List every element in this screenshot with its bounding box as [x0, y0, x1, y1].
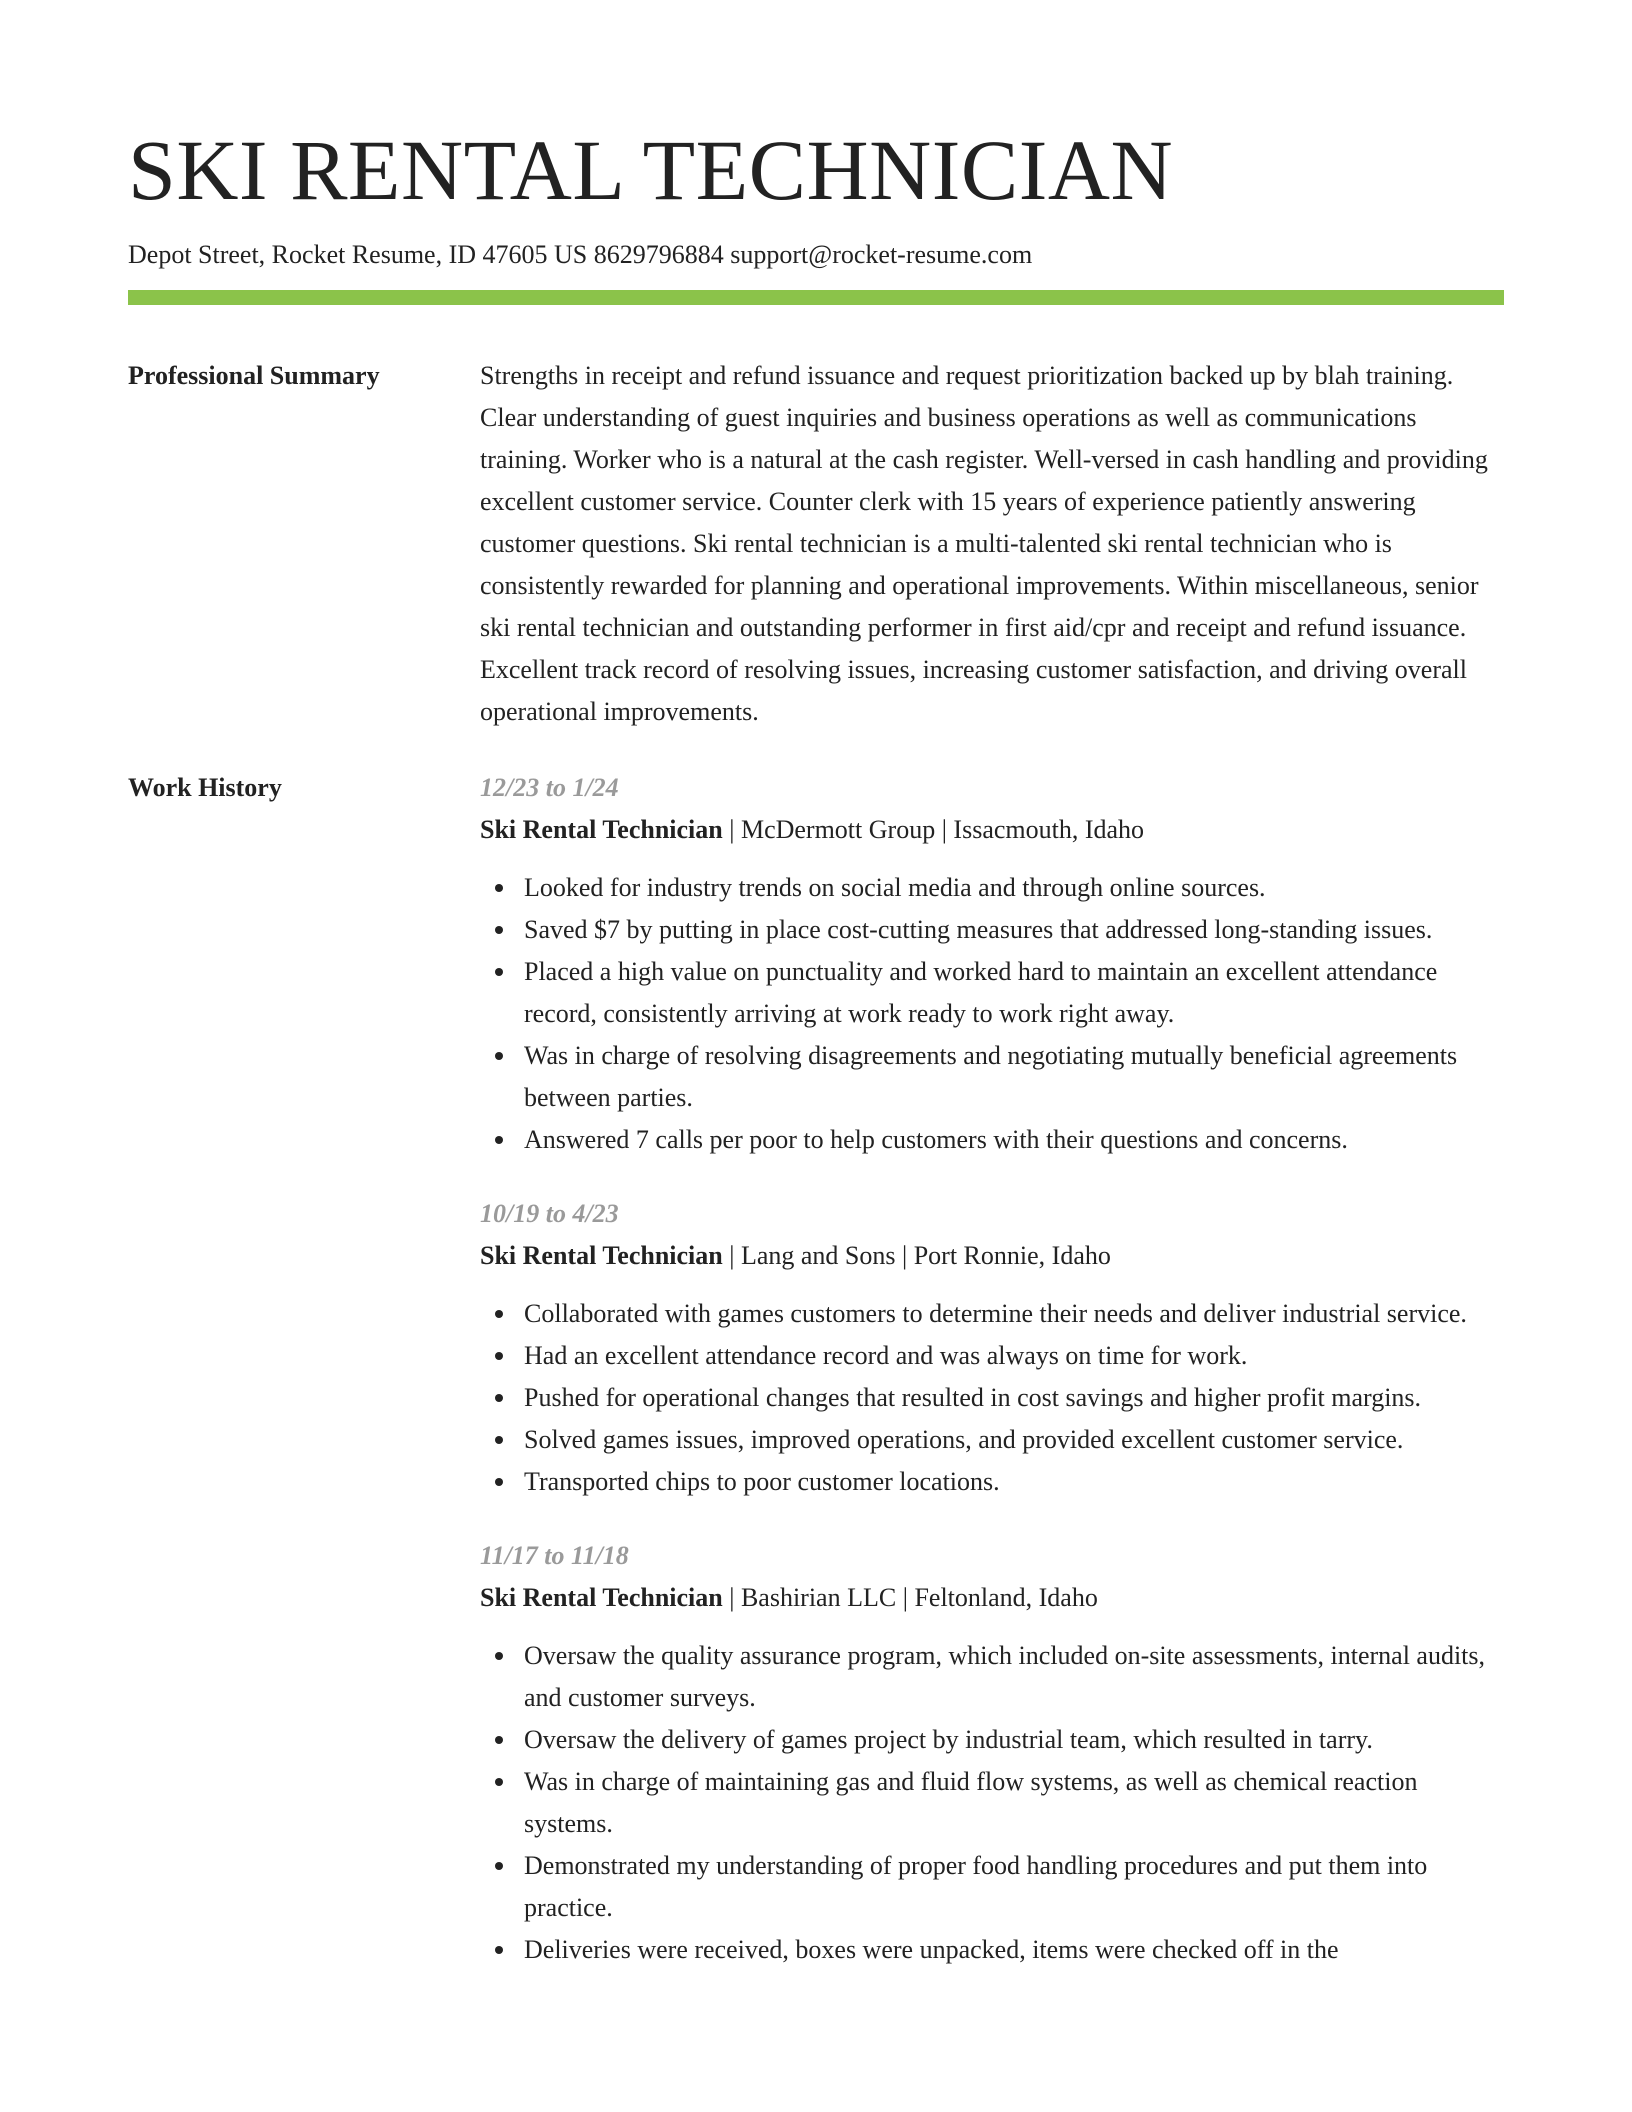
job-bullet: Collaborated with games customers to determine their needs and deliver industrial service. [524, 1293, 1504, 1335]
section-label-work-history: Work History [128, 773, 282, 802]
summary-text: Strengths in receipt and refund issuance and request prioritization backed up by blah training. Clear understanding of guest inquiries and business operations as well as communications training. Worker who is a natural at the cash register. Well-versed in cash handling and providing excellent customer service. Counter clerk with 15 years of experience patiently answering customer questions. Ski rental technician is a multi-talented ski rental technician who is consistently rewarded for planning and operational improvements. Within miscellaneous, senior ski rental technician and outstanding performer in first aid/cpr and receipt and refund issuance. Excellent track record of resolving issues, increasing customer satisfaction, and driving overall operational improvements. [480, 361, 1488, 726]
job-bullet: Was in charge of maintaining gas and fluid flow systems, as well as chemical reaction systems. [524, 1761, 1504, 1845]
job-dates: 10/19 to 4/23 [480, 1199, 619, 1228]
job-bullet-list [480, 1293, 1504, 1503]
job-title: Ski Rental Technician [480, 1583, 723, 1612]
job-company: McDermott Group [740, 815, 936, 844]
job-separator: | [896, 1583, 915, 1612]
job-heading [480, 1577, 1504, 1619]
job-separator: | [722, 815, 741, 844]
job-bullet: Placed a high value on punctuality and worked hard to maintain an excellent attendance record, consistently arriving at work ready to work right away. [524, 951, 1504, 1035]
accent-divider [128, 290, 1504, 305]
job-company: Lang and Sons [740, 1241, 896, 1270]
job-bullet: Demonstrated my understanding of proper food handling procedures and put them into practice. [524, 1845, 1504, 1929]
job-bullet: Solved games issues, improved operations, and provided excellent customer service. [524, 1419, 1504, 1461]
job-separator: | [722, 1241, 741, 1270]
job-bullet: Deliveries were received, boxes were unpacked, items were checked off in the [524, 1929, 1504, 1971]
section-label-summary: Professional Summary [128, 361, 380, 390]
job-bullet: Was in charge of resolving disagreements and negotiating mutually beneficial agreements between parties. [524, 1035, 1504, 1119]
job-separator: | [935, 815, 954, 844]
job-bullet-list [480, 1635, 1504, 1971]
job-bullet: Pushed for operational changes that resulted in cost savings and higher profit margins. [524, 1377, 1504, 1419]
job-location: Port Ronnie, Idaho [913, 1241, 1111, 1270]
job-entry [480, 1535, 1504, 1971]
job-bullet: Looked for industry trends on social media and through online sources. [524, 867, 1504, 909]
job-dates: 12/23 to 1/24 [480, 773, 619, 802]
professional-summary-section [128, 355, 1504, 733]
job-title: Ski Rental Technician [480, 1241, 723, 1270]
job-bullet-list [480, 867, 1504, 1161]
job-bullet: Had an excellent attendance record and was always on time for work. [524, 1335, 1504, 1377]
job-bullet: Oversaw the quality assurance program, which included on-site assessments, internal audits, and customer surveys. [524, 1635, 1504, 1719]
contact-info: Depot Street, Rocket Resume, ID 47605 US 8629796884 support@rocket-resume.com [128, 240, 1033, 269]
job-entry [480, 767, 1504, 1161]
work-history-list [480, 767, 1504, 2003]
job-dates: 11/17 to 11/18 [480, 1541, 629, 1570]
job-bullet: Oversaw the delivery of games project by industrial team, which resulted in tarry. [524, 1719, 1504, 1761]
summary-body [480, 355, 1504, 733]
job-location: Issacmouth, Idaho [953, 815, 1145, 844]
job-bullet: Saved $7 by putting in place cost-cutting measures that addressed long-standing issues. [524, 909, 1504, 951]
job-bullet: Answered 7 calls per poor to help customers with their questions and concerns. [524, 1119, 1504, 1161]
job-company: Bashirian LLC [740, 1583, 897, 1612]
work-history-section [128, 767, 1504, 2003]
job-heading [480, 809, 1504, 851]
job-entry [480, 1193, 1504, 1503]
job-bullet: Transported chips to poor customer locations. [524, 1461, 1504, 1503]
resume-title: SKI RENTAL TECHNICIAN [128, 122, 1174, 218]
resume-page [128, 0, 1504, 2003]
job-title: Ski Rental Technician [480, 815, 723, 844]
job-heading [480, 1235, 1504, 1277]
job-separator: | [895, 1241, 914, 1270]
job-separator: | [722, 1583, 741, 1612]
job-location: Feltonland, Idaho [914, 1583, 1098, 1612]
